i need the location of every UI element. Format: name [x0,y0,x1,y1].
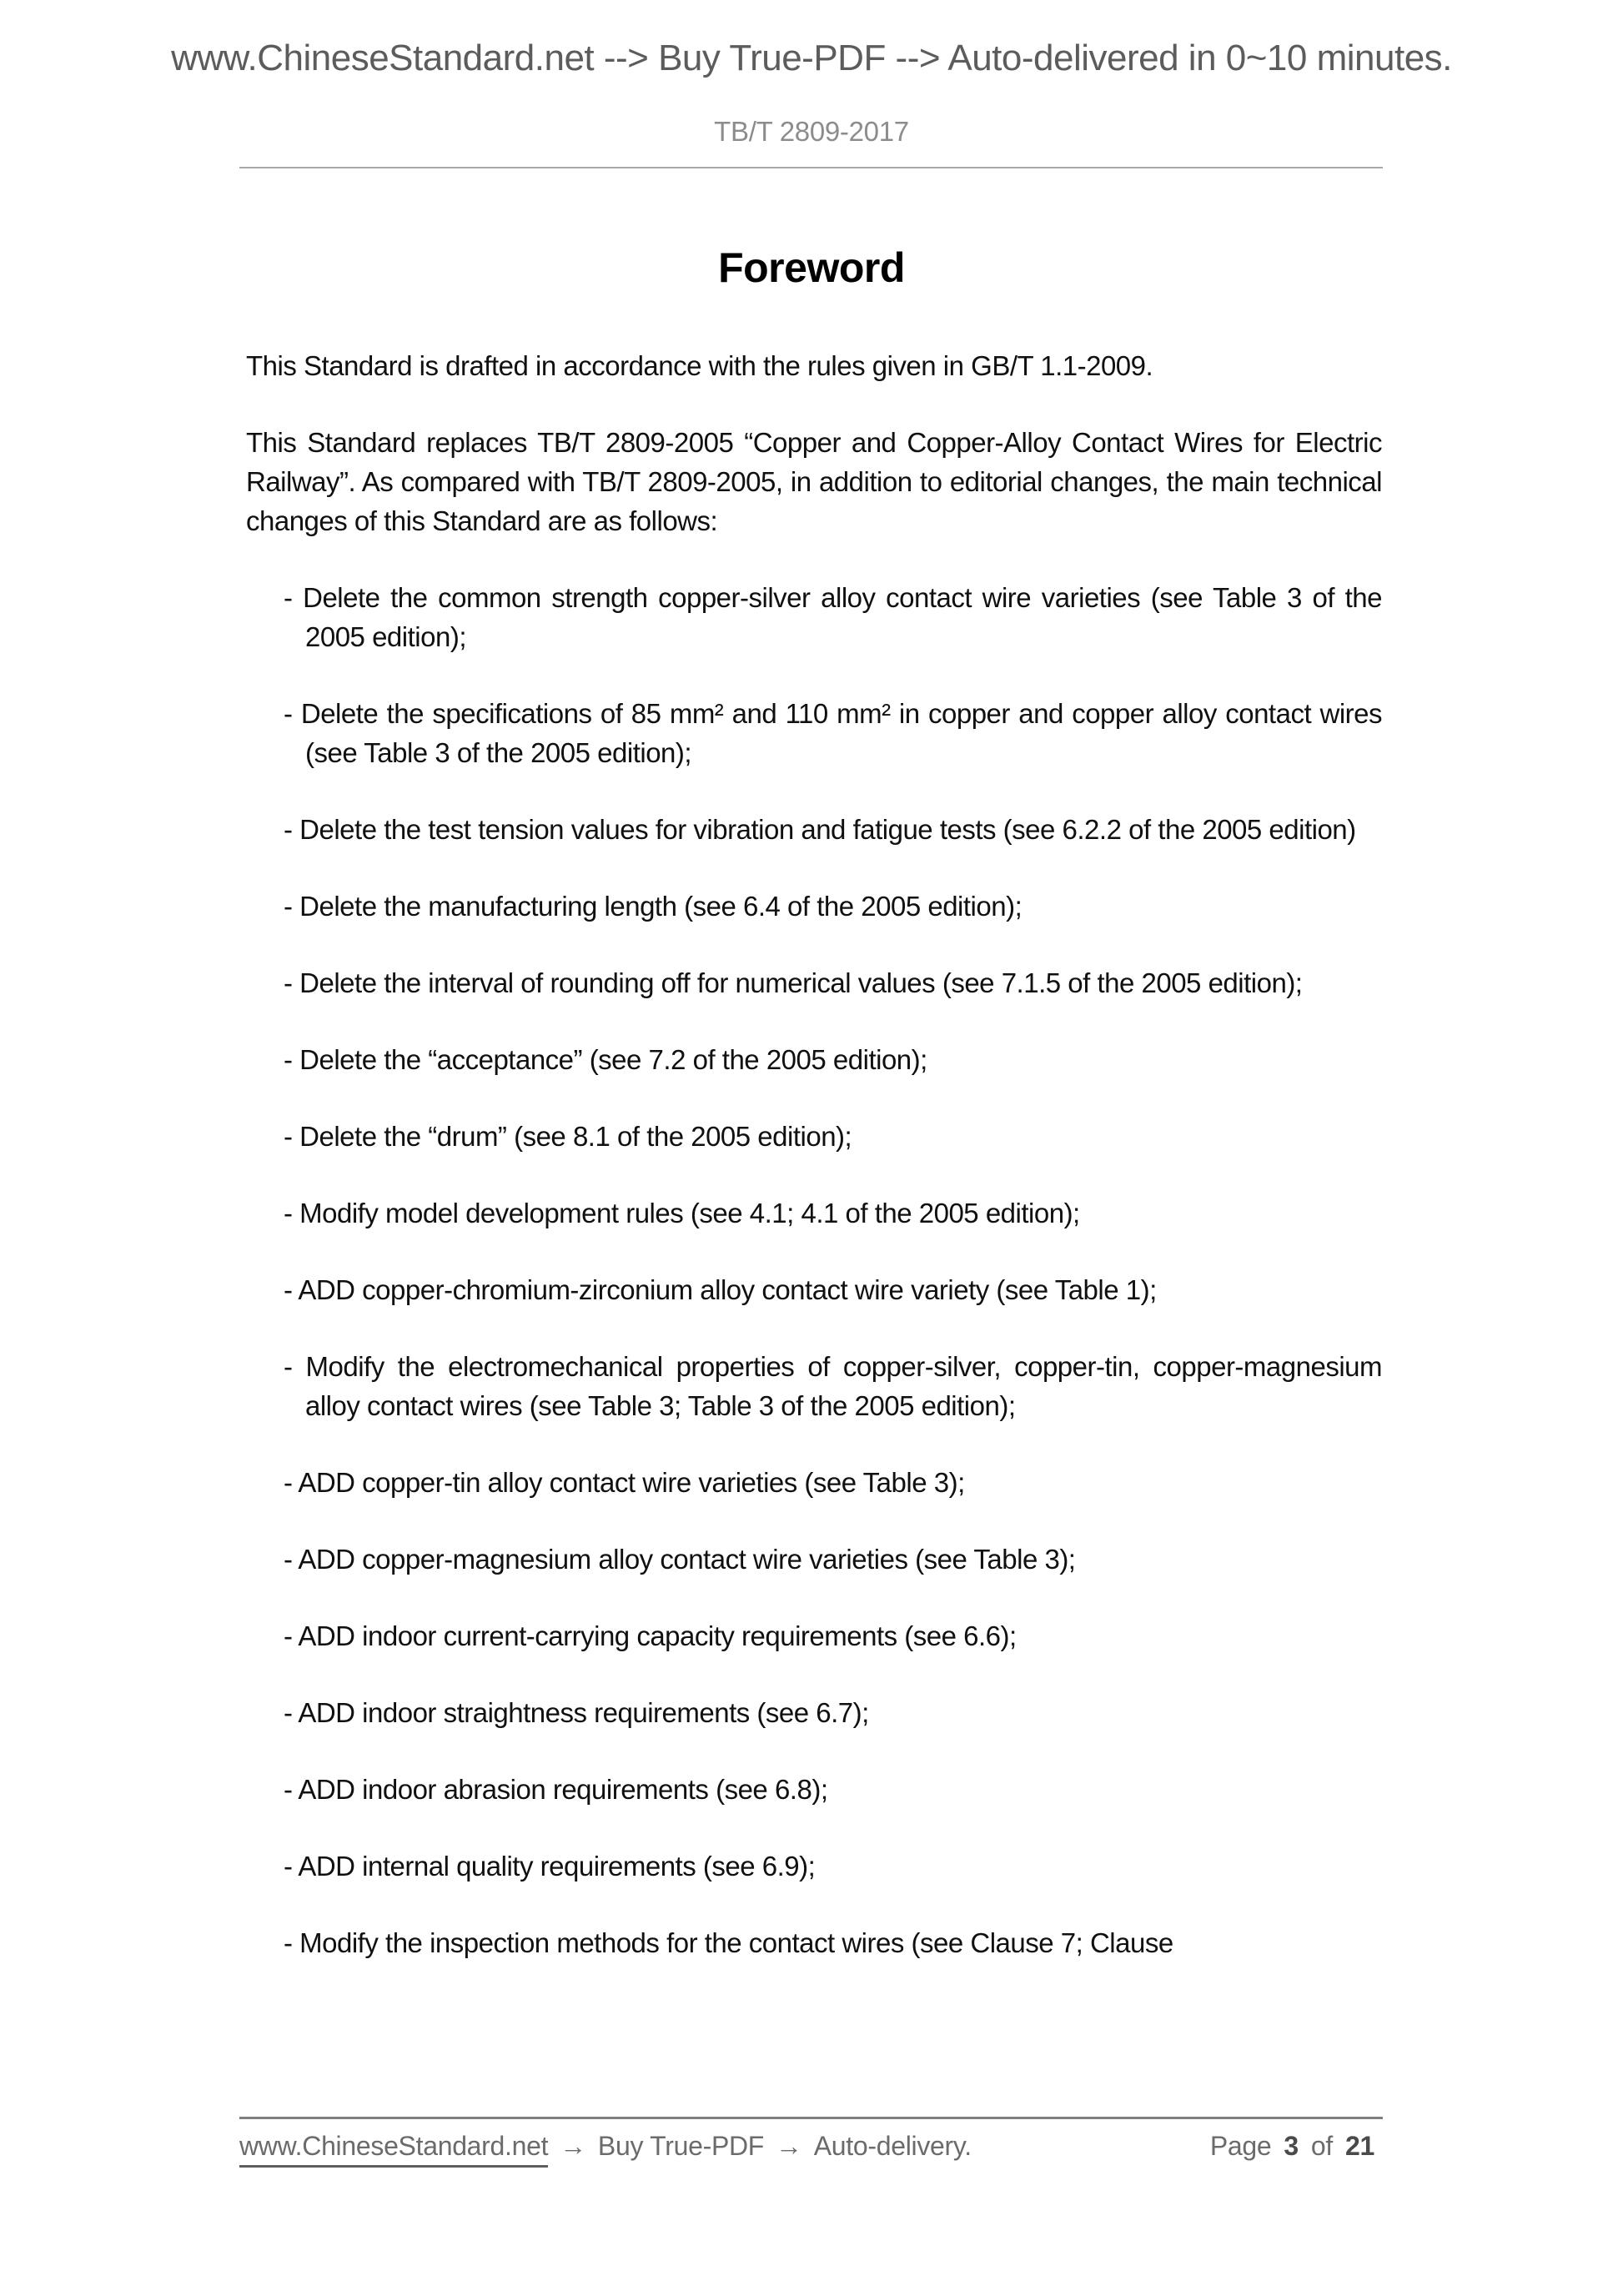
footer-left-group [239,2129,972,2168]
bullet-item: - Modify model development rules (see 4.1; 4.1 of the 2005 edition); [284,1198,1080,1228]
page-title: Foreword [718,244,905,291]
bullet-item: - Delete the common strength copper-silver alloy contact wire varieties (see Table 3 of the 2005 edition); [284,582,1382,652]
footer-row [239,2129,1383,2168]
arrow-right-icon: → [776,2131,802,2161]
footer-divider [239,2117,1383,2119]
site-banner: www.ChineseStandard.net --> Buy True-PDF --> Auto-delivered in 0~10 minutes. [171,38,1452,78]
bullet-item: - ADD copper-chromium-zirconium alloy contact wire variety (see Table 1); [284,1274,1157,1305]
bullet-item: - Delete the interval of rounding off for numerical values (see 7.1.5 of the 2005 edition); [284,967,1303,998]
arrow-right-icon: → [560,2131,586,2161]
bullet-list [246,578,1382,1962]
page-footer [239,2117,1383,2168]
bullet-item: - Modify the electromechanical properties of copper-silver, copper-tin, copper-magnesium alloy contact wires (see Table 3; Table 3 of the 2005 edition); [284,1351,1382,1421]
paragraph-replaces: This Standard replaces TB/T 2809-2005 “Copper and Copper-Alloy Contact Wires for Electric Railway”. As compared with TB/T 2809-2005, in addition to editorial changes, the main technical changes of this Standard are as follows: [246,427,1382,536]
bullet-item: - ADD copper-tin alloy contact wire varieties (see Table 3); [284,1467,965,1498]
page-total: 21 [1345,2131,1374,2161]
page-current: 3 [1284,2131,1299,2161]
bullet-item: - ADD indoor straightness requirements (see 6.7); [284,1697,869,1728]
bullet-item: - Delete the manufacturing length (see 6.4 of the 2005 edition); [284,891,1023,922]
bullet-item: - ADD indoor abrasion requirements (see 6.8); [284,1774,828,1805]
bullet-item: - Modify the inspection methods for the contact wires (see Clause 7; Clause [284,1927,1173,1958]
bullet-item: - Delete the specifications of 85 mm² and 110 mm² in copper and copper alloy contact wires (see Table 3 of the 2005 edition); [284,698,1382,768]
bullet-item: - ADD internal quality requirements (see 6.9); [284,1851,816,1882]
footer-page-indicator [1210,2129,1374,2163]
of-label: of [1310,2131,1333,2161]
bullet-item: - Delete the “drum” (see 8.1 of the 2005 edition); [284,1121,852,1152]
bullet-item: - Delete the test tension values for vibration and fatigue tests (see 6.2.2 of the 2005 edition) [284,814,1356,845]
paragraph-drafted: This Standard is drafted in accordance with the rules given in GB/T 1.1-2009. [246,350,1153,381]
header-divider [239,167,1383,168]
bullet-item: - ADD copper-magnesium alloy contact wire varieties (see Table 3); [284,1544,1076,1575]
document-body [246,346,1382,1962]
footer-buy-label: Buy True-PDF [597,2131,765,2161]
standard-code: TB/T 2809-2017 [714,116,909,147]
footer-site-link[interactable]: www.ChineseStandard.net [239,2129,548,2168]
bullet-item: - Delete the “acceptance” (see 7.2 of the 2005 edition); [284,1044,927,1075]
bullet-item: - ADD indoor current-carrying capacity requirements (see 6.6); [284,1620,1017,1651]
footer-delivery-label: Auto-delivery. [813,2131,972,2161]
page-label: Page [1209,2131,1272,2161]
